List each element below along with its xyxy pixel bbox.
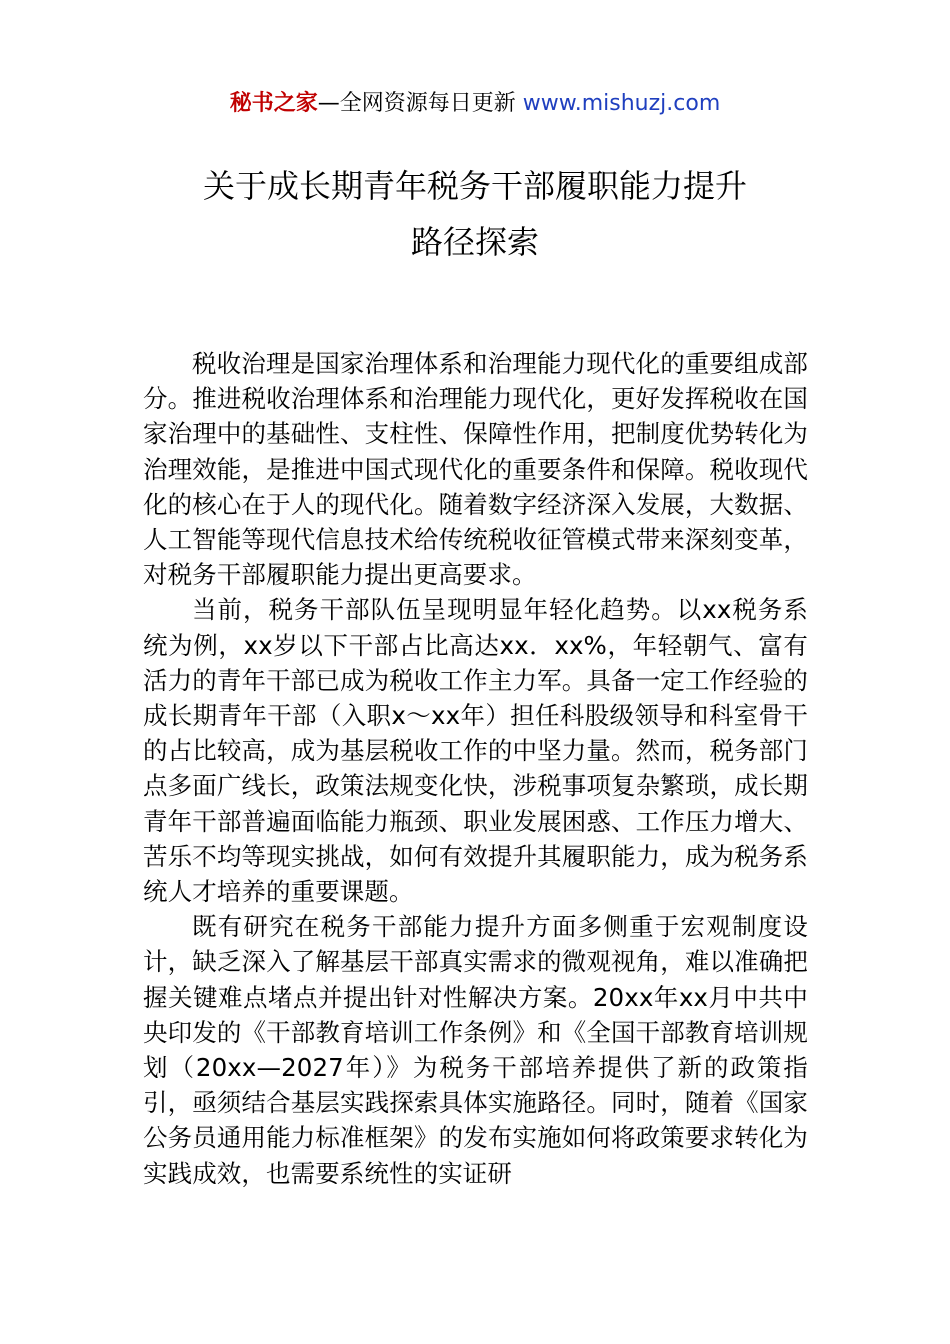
paragraph: 税收治理是国家治理体系和治理能力现代化的重要组成部分。推进税收治理体系和治理能力现代化，更好发挥税收在国家治理中的基础性、支柱性、保障性作用，把制度优势转化为治理效能，是推进中国式现代化的重要条件和保障。税收现代化的核心在于人的现代化。随着数字经济深入发展，大数据、人工智能等现代信息技术给传统税收征管模式带来深刻变革，对税务干部履职能力提出更高要求。 [143, 349, 808, 590]
document-title [140, 158, 810, 270]
title-line-1: 关于成长期青年税务干部履职能力提升 [202, 167, 747, 205]
document-body [143, 346, 808, 1191]
brand-name: 秘书之家 [229, 91, 318, 116]
paragraph: 既有研究在税务干部能力提升方面多侧重于宏观制度设计，缺乏深入了解基层干部真实需求的微观视角，难以准确把握关键难点堵点并提出针对性解决方案。20xx年xx月中共中央印发的《干部教育培训工作条例》和《全国干部教育培训规划（20xx—2027年）》为税务干部培养提供了新的政策指引，亟须结合基层实践探索具体实施路径。同时，随着《国家公务员通用能力标准框架》的发布实施如何将政策要求转化为实践成效，也需要系统性的实证研 [143, 912, 808, 1188]
paragraph: 当前，税务干部队伍呈现明显年轻化趋势。以xx税务系统为例，xx岁以下干部占比高达xx．xx%，年轻朝气、富有活力的青年干部已成为税收工作主力军。具备一定工作经验的成长期青年干部（入职x～xx年）担任科股级领导和科室骨干的占比较高，成为基层税收工作的中坚力量。然而，税务部门点多面广线长，政策法规变化快，涉税事项复杂繁琐，成长期青年干部普遍面临能力瓶颈、职业发展困惑、工作压力增大、苦乐不均等现实挑战，如何有效提升其履职能力，成为税务系统人才培养的重要课题。 [143, 595, 808, 907]
title-line-2: 路径探索 [410, 223, 539, 261]
site-header [0, 88, 950, 120]
site-url-link[interactable]: www.mishuzj.com [522, 91, 721, 116]
header-tagline: —全网资源每日更新 [317, 91, 516, 116]
